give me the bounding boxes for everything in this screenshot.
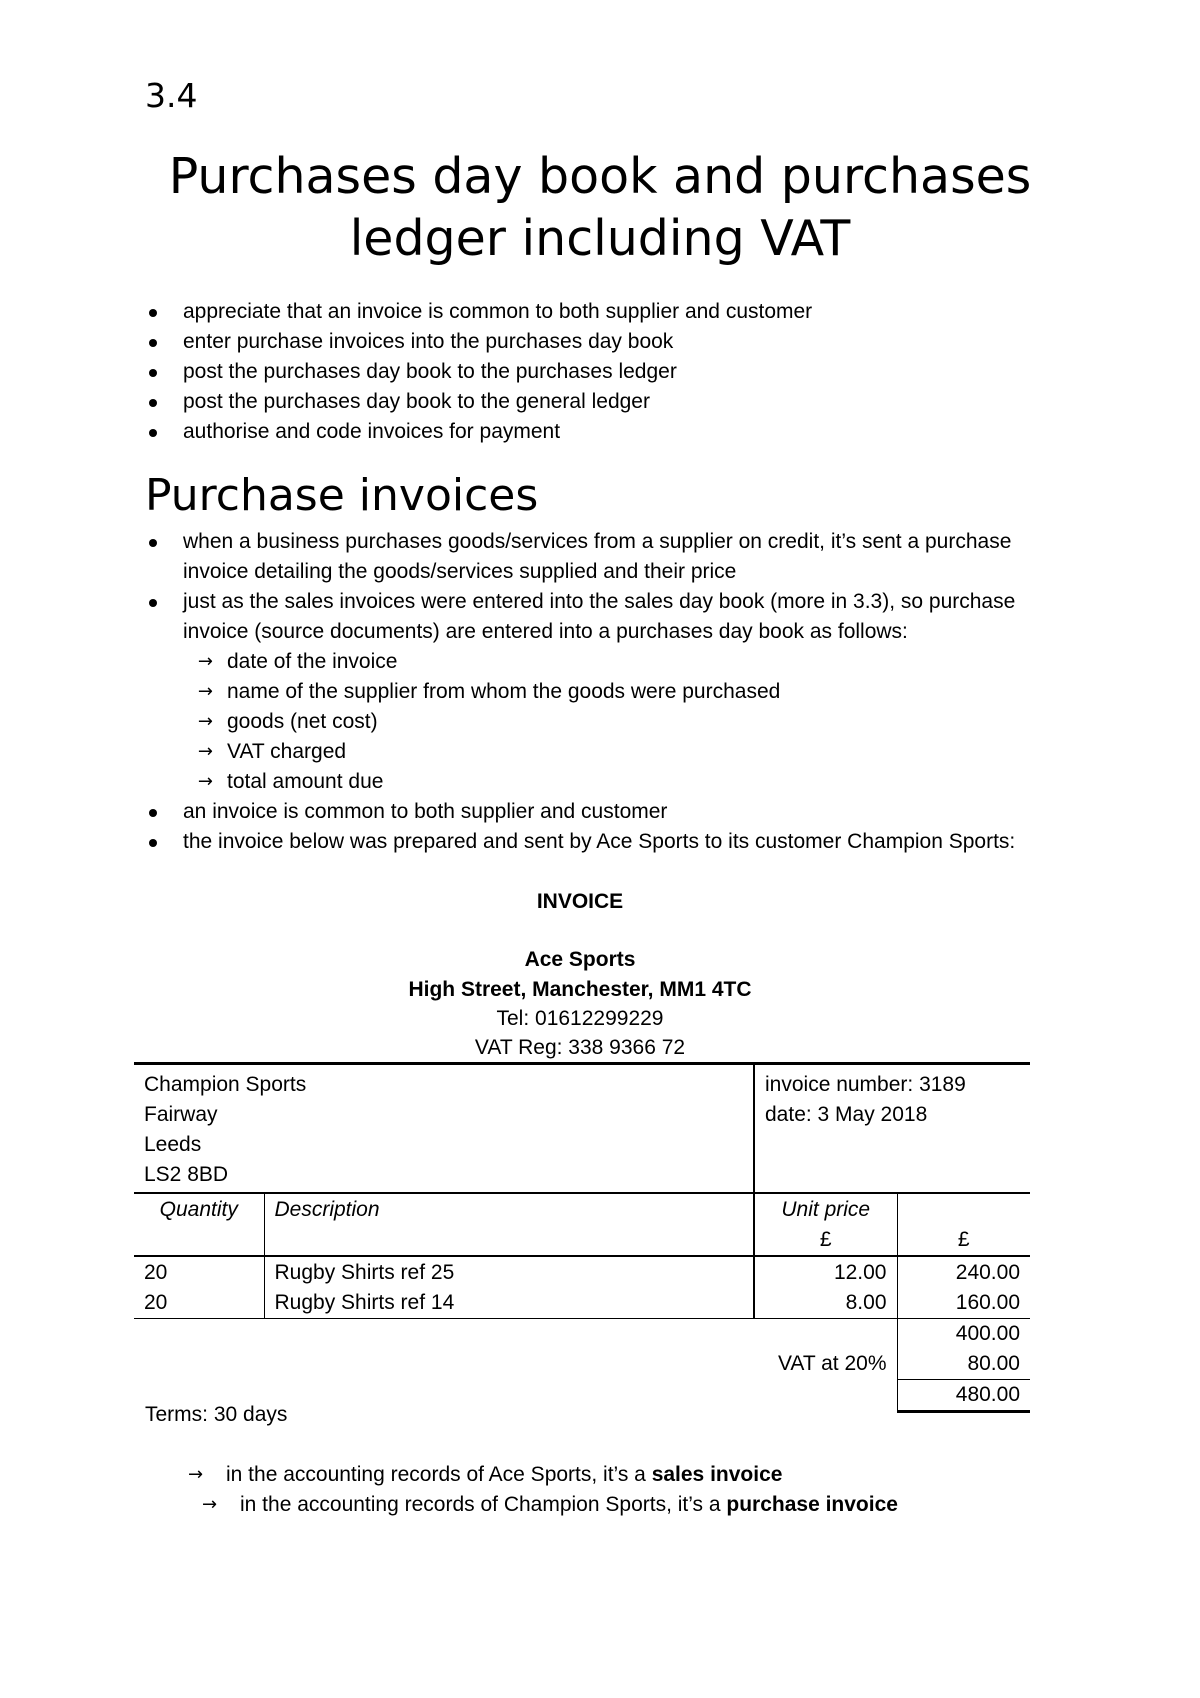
payment-terms: Terms: 30 days xyxy=(145,1403,288,1426)
customer-line: LS2 8BD xyxy=(144,1163,229,1186)
arrow-icon: → xyxy=(197,711,213,732)
list-item-text: when a business purchases goods/services from a supplier on credit, it’s sent a purchase invoice detailing the goods/services supplied and their price xyxy=(183,530,1012,583)
note-emphasis: purchase invoice xyxy=(726,1493,898,1516)
note-text: in the accounting records of Ace Sports, it’s a xyxy=(226,1463,652,1486)
bullet-icon xyxy=(149,809,157,817)
list-item-text: total amount due xyxy=(227,770,384,793)
list-item-text: just as the sales invoices were entered into the sales day book (more in 3.3), so purchase invoice (source documents) are entered into a purchases day book as follows: xyxy=(183,590,1016,643)
table-row xyxy=(134,1288,1030,1319)
list-item xyxy=(145,387,1075,417)
bullet-icon xyxy=(149,539,157,547)
bullet-icon xyxy=(149,839,157,847)
customer-line: Champion Sports xyxy=(144,1073,307,1096)
list-item xyxy=(145,297,1075,327)
list-item-text: post the purchases day book to the purchases ledger xyxy=(183,360,677,383)
quantity-header: Quantity xyxy=(134,1193,264,1256)
list-item xyxy=(145,357,1075,387)
list-item xyxy=(145,327,1075,357)
objectives-list xyxy=(145,297,1075,447)
list-item xyxy=(183,767,1075,797)
bullet-icon xyxy=(149,369,157,377)
list-item xyxy=(145,797,1075,827)
arrow-icon: → xyxy=(197,741,213,762)
list-item-text: VAT charged xyxy=(227,740,347,763)
bullet-icon xyxy=(149,599,157,607)
bullet-icon xyxy=(149,429,157,437)
list-item xyxy=(183,647,1075,677)
list-item-text: an invoice is common to both supplier and customer xyxy=(183,800,668,823)
vat-label: VAT at 20% xyxy=(134,1349,897,1380)
unit-currency: £ xyxy=(819,1228,832,1251)
arrow-icon: → xyxy=(197,681,213,702)
item-quantity: 20 xyxy=(134,1256,264,1288)
seller-name: Ace Sports xyxy=(524,948,636,971)
list-item-text: date of the invoice xyxy=(227,650,398,673)
note-text: in the accounting records of Champion Sports, it’s a xyxy=(240,1493,727,1516)
arrow-icon: → xyxy=(197,771,213,792)
customer-address xyxy=(134,1064,754,1194)
list-item xyxy=(183,707,1075,737)
column-header-row xyxy=(134,1193,1030,1256)
item-unit-price: 8.00 xyxy=(754,1288,897,1319)
list-item xyxy=(183,677,1075,707)
invoice-number: invoice number: 3189 xyxy=(765,1073,966,1096)
title-line-2: ledger including VAT xyxy=(349,210,851,267)
customer-line: Leeds xyxy=(144,1133,202,1156)
item-quantity: 20 xyxy=(134,1288,264,1319)
invoice-table xyxy=(134,1062,1030,1413)
list-item-text: post the purchases day book to the general ledger xyxy=(183,390,650,413)
list-item xyxy=(145,827,1075,857)
list-item-text: the invoice below was prepared and sent by Ace Sports to its customer Champion Sports: xyxy=(183,830,1016,853)
grand-total: 480.00 xyxy=(897,1380,1030,1412)
unit-price-label: Unit price xyxy=(781,1198,871,1221)
list-item-text: enter purchase invoices into the purchases day book xyxy=(183,330,674,353)
net-total-spacer xyxy=(134,1319,897,1350)
item-description: Rugby Shirts ref 14 xyxy=(264,1288,754,1319)
invoice-heading: INVOICE xyxy=(536,890,624,913)
note-emphasis: sales invoice xyxy=(651,1463,783,1486)
section-heading: Purchase invoices xyxy=(145,470,539,521)
section-number: 3.4 xyxy=(145,76,198,115)
description-header: Description xyxy=(264,1193,754,1256)
bullet-icon xyxy=(149,399,157,407)
item-unit-price: 12.00 xyxy=(754,1256,897,1288)
title-line-1: Purchases day book and purchases xyxy=(168,148,1032,205)
list-item-text: name of the supplier from whom the goods were purchased xyxy=(227,680,781,703)
seller-address: High Street, Manchester, MM1 4TC xyxy=(408,978,752,1001)
list-item xyxy=(145,527,1075,587)
list-item-text: goods (net cost) xyxy=(227,710,378,733)
list-item xyxy=(183,737,1075,767)
arrow-icon: → xyxy=(188,1464,204,1485)
note-item xyxy=(202,1490,898,1520)
net-total-row xyxy=(134,1319,1030,1350)
vat-amount: 80.00 xyxy=(967,1352,1020,1375)
arrow-icon: → xyxy=(202,1494,218,1515)
invoice-date: date: 3 May 2018 xyxy=(765,1103,928,1126)
seller-tel: Tel: 01612299229 xyxy=(496,1007,664,1030)
total-currency-header: £ xyxy=(957,1228,970,1251)
list-item-text: authorise and code invoices for payment xyxy=(183,420,561,443)
notes xyxy=(188,1460,898,1520)
day-book-fields xyxy=(183,647,1075,797)
item-total: 160.00 xyxy=(955,1291,1020,1314)
customer-line: Fairway xyxy=(144,1103,218,1126)
item-total: 240.00 xyxy=(955,1261,1020,1284)
list-item xyxy=(145,587,1075,797)
bullet-icon xyxy=(149,309,157,317)
item-description: Rugby Shirts ref 25 xyxy=(264,1256,754,1288)
vat-row xyxy=(134,1349,1030,1380)
seller-vat: VAT Reg: 338 9366 72 xyxy=(474,1036,686,1059)
unit-price-header xyxy=(754,1193,897,1256)
arrow-icon: → xyxy=(197,651,213,672)
purchase-invoice-points xyxy=(145,527,1075,857)
note-item xyxy=(188,1460,898,1490)
bullet-icon xyxy=(149,339,157,347)
page-title xyxy=(130,146,1070,270)
list-item-text: appreciate that an invoice is common to both supplier and customer xyxy=(183,300,813,323)
table-row xyxy=(134,1256,1030,1288)
invoice-details xyxy=(754,1064,1030,1194)
invoice-header-row xyxy=(134,1064,1030,1194)
net-total: 400.00 xyxy=(955,1322,1020,1345)
list-item xyxy=(145,417,1075,447)
